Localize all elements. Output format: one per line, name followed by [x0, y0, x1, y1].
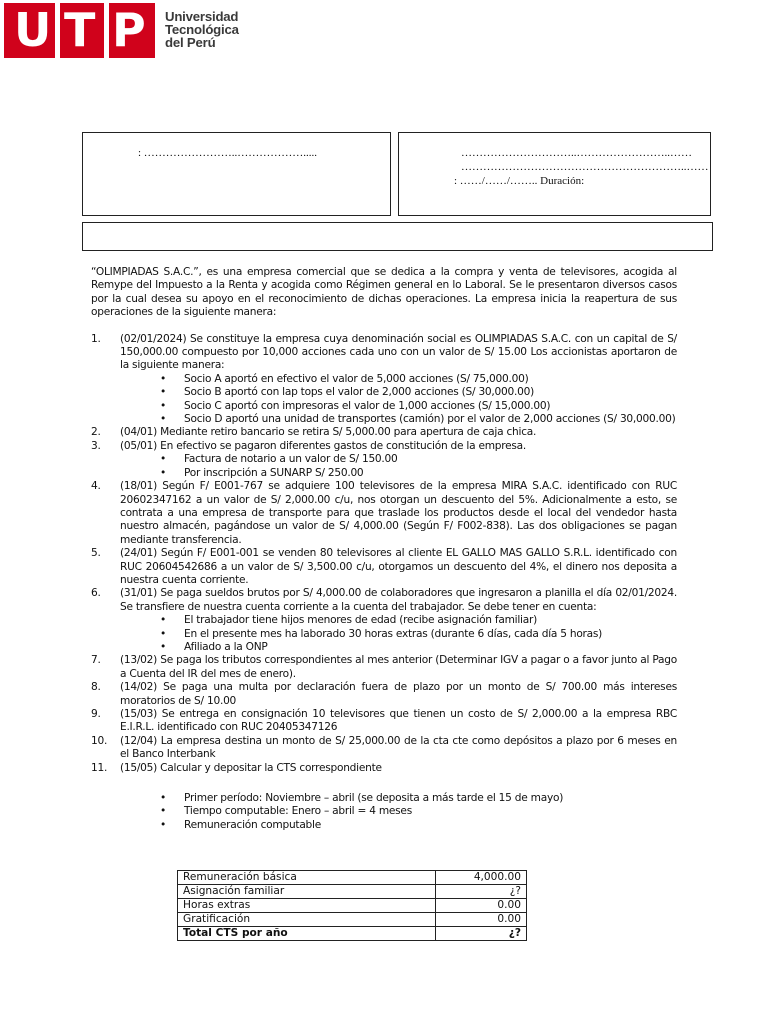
table-cell-value: ¿?: [436, 927, 527, 941]
table-row: [178, 913, 527, 927]
list-item: [91, 762, 677, 775]
bullet-item: • Factura de notario a un valor de S/ 150.00: [160, 453, 677, 466]
item-text: (14/02) Se paga una multa por declaración fuera de plazo por un monto de S/ 700.00 más intereses moratorios de S/ 10.00: [120, 681, 677, 707]
table-row: [178, 927, 527, 941]
item-text: (02/01/2024) Se constituye la empresa cuya denominación social es OLIMPIADAS S.A.C. con un capital de S/ 150,000.00 compuesto por 10,000 acciones cada uno con un valor de S/ 15.00 Los accionistas aportaron de la siguiente manera:: [120, 332, 677, 372]
bullet-item: • Socio B aportó con lap tops el valor de 2,000 acciones (S/ 30,000.00): [160, 386, 677, 399]
item-number: 8.: [91, 681, 101, 694]
cts-bullet-item: • Remuneración computable: [160, 819, 677, 832]
table-cell-value: 4,000.00: [436, 871, 527, 885]
instructions-box: [82, 222, 713, 251]
item-text: (24/01) Según F/ E001-001 se venden 80 televisores al cliente EL GALLO MAS GALLO S.R.L. identificado con RUC 20604542686 a un valor de S/ 3,500.00 c/u, otorgamos un descuento del 4%, el dinero nos deposita a nuestra cuenta corriente.: [120, 547, 677, 586]
item-text: (05/01) En efectivo se pagaron diferentes gastos de constitución de la empresa.: [120, 439, 527, 452]
list-item: [91, 440, 677, 453]
operations-list: [91, 333, 677, 775]
list-item: [91, 681, 677, 708]
table-cell-label: Gratificación: [178, 913, 436, 927]
item-text: (04/01) Mediante retiro bancario se retira S/ 5,000.00 para apertura de caja chica.: [120, 426, 537, 439]
bullet-item: • Afiliado a la ONP: [160, 641, 677, 654]
item-number: 7.: [91, 654, 101, 667]
table-row: [178, 871, 527, 885]
university-name: Universidad Tecnológica del Perú: [165, 9, 239, 50]
item-number: 1.: [91, 332, 101, 345]
table-row: [178, 885, 527, 899]
list-item: [91, 708, 677, 735]
item-text: (13/02) Se paga los tributos correspondientes al mes anterior (Determinar IGV a pagar o a favor junto al Pago a Cuenta del IR del mes de enero).: [120, 654, 677, 680]
table-cell-value: ¿?: [436, 885, 527, 899]
intro-paragraph: “OLIMPIADAS S.A.C.”, es una empresa comercial que se dedica a la compra y venta de televisores, acogida al Remype del Impuesto a la Renta y acogida como Régimen general en lo Laboral. Se le presentaron diversos casos por la cual desea su apoyo en el reconocimiento de dichas operaciones. La empresa inicia la reapertura de sus operaciones de la siguiente manera:: [91, 266, 677, 319]
date-duration-line: : ……/……/…….. Duración:: [454, 175, 585, 187]
item-bullet-list: [91, 373, 677, 427]
name-field-line: : ……………………..……………….....: [138, 147, 318, 159]
item-number: 11.: [91, 761, 108, 774]
table-cell-label: Total CTS por año: [178, 927, 436, 941]
item-number: 5.: [91, 547, 101, 560]
table-cell-label: Remuneración básica: [178, 871, 436, 885]
bullet-item: • Socio A aportó en efectivo el valor de 5,000 acciones (S/ 75,000.00): [160, 373, 677, 386]
list-item: [91, 333, 677, 373]
cts-bullet-item: • Primer período: Noviembre – abril (se deposita a más tarde el 15 de mayo): [160, 792, 677, 805]
item-number: 3.: [91, 439, 101, 452]
logo-separator: [104, 3, 109, 58]
item-number: 4.: [91, 480, 101, 493]
table-cell-label: Asignación familiar: [178, 885, 436, 899]
bullet-item: • El trabajador tiene hijos menores de edad (recibe asignación familiar): [160, 614, 677, 627]
cts-bullet-list: [91, 792, 677, 832]
item-bullet-list: [91, 453, 677, 480]
table-cell-value: 0.00: [436, 899, 527, 913]
table-cell-label: Horas extras: [178, 899, 436, 913]
utp-logo: [0, 0, 250, 62]
list-item: [91, 480, 677, 547]
exercise-content: [91, 266, 677, 832]
list-item: [91, 654, 677, 681]
bullet-item: • Por inscripción a SUNARP S/ 250.00: [160, 467, 677, 480]
table-row: [178, 899, 527, 913]
cts-table: [177, 870, 527, 941]
cts-bullet-item: • Tiempo computable: Enero – abril = 4 meses: [160, 805, 677, 818]
item-text: (12/04) La empresa destina un monto de S/ 25,000.00 de la cta cte como depósitos a plazo por 6 meses en el Banco Interbank: [120, 734, 677, 761]
list-item: [91, 547, 677, 587]
student-info-box: [82, 132, 391, 216]
item-text: (18/01) Según F/ E001-767 se adquiere 100 televisores de la empresa MIRA S.A.C. identificado con RUC 20602347162 a un valor de S/ 2,000.00 c/u, nos otorgan un descuento del 5%. Adicionalmente a esto, se contrata a una empresa de transporte para que traslade los productos desde el local del vendedor hasta nuestro almacén, pagándose un valor de S/ 4,000.00 (Según F/ F002-838). Las dos obligaciones se pagan mediante transferencia.: [120, 480, 677, 546]
item-text: (15/05) Calcular y depositar la CTS correspondiente: [120, 761, 382, 774]
bullet-item: • Socio D aportó una unidad de transportes (camión) por el valor de 2,000 acciones (S/ 30,000.00): [160, 413, 677, 426]
course-info-box: [398, 132, 711, 216]
item-bullet-list: [91, 614, 677, 654]
item-number: 2.: [91, 426, 101, 439]
item-number: 10.: [91, 734, 108, 747]
bullet-item: • En el presente mes ha laborado 30 horas extras (durante 6 días, cada día 5 horas): [160, 628, 677, 641]
course-field-line: …………………………..……………………..……: [461, 147, 692, 159]
list-item: [91, 587, 677, 614]
item-number: 9.: [91, 708, 101, 720]
logo-letter-p: P: [112, 3, 146, 57]
item-text: (31/01) Se paga sueldos brutos por S/ 4,000.00 de colaboradores que ingresaron a planilla el día 02/01/2024. Se transfiere de nuestra cuenta corriente a la cuenta del trabajador. Se debe tener en cuenta:: [120, 587, 677, 613]
list-item: [91, 426, 677, 439]
item-text: (15/03) Se entrega en consignación 10 televisores que tienen un costo de S/ 2,000.00 a la empresa RBC E.I.R.L. identificado con RUC 20405347126: [120, 708, 677, 734]
bullet-item: • Socio C aportó con impresoras el valor de 1,000 acciones (S/ 15,000.00): [160, 400, 677, 413]
logo-separator: [55, 3, 60, 58]
teacher-field-line: ……………………………………………………..……: [461, 161, 709, 173]
table-cell-value: 0.00: [436, 913, 527, 927]
item-number: 6.: [91, 587, 101, 600]
logo-letter-t: T: [64, 3, 96, 57]
list-item: [91, 735, 677, 762]
logo-letter-u: U: [14, 3, 52, 57]
